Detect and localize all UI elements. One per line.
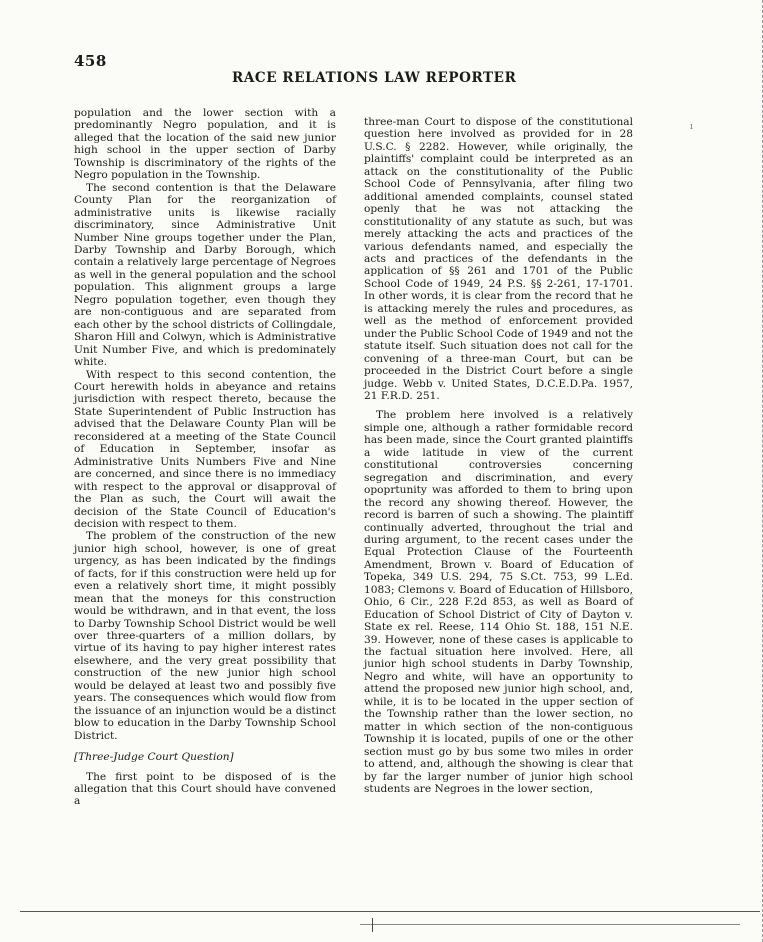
left-column: [74, 107, 336, 808]
left-paragraph-5: The first point to be disposed of is the allegation that this Court should have convened a: [74, 770, 336, 808]
running-head: RACE RELATIONS LAW REPORTER: [232, 70, 517, 86]
page-number: 458: [74, 52, 107, 70]
left-paragraph-2: The second contention is that the Delaware County Plan for the reorganization of administrative units is likewise racially discriminatory, since Administrative Unit Number Nine groups together under the Plan, Darby Township and Darby Borough, which contain a relatively large percentage of Negroes as well in the general population and the school population. This alignment groups a large Negro population together, even though they are non-contiguous and are separated from each other by the school districts of Collingdale, Sharon Hill and Colwyn, which is Administrative Unit Number Five, and which is predominately white.: [74, 181, 336, 369]
stray-scan-mark: ı: [690, 122, 693, 132]
right-column: [364, 116, 633, 795]
footer-rule: [20, 911, 760, 912]
left-paragraph-3: With respect to this second contention, the Court herewith holds in abeyance and retains jurisdiction with respect thereto, because the State Superintendent of Public Instruction has advised that the Delaware County Plan will be reconsidered at a meeting of the State Council of Education in September, insofar as Administrative Units Numbers Five and Nine are concerned, and since there is no immediacy with respect to the approval or disapproval of the Plan as such, the Court will await the decision of the State Council of Education's decision with respect to them.: [74, 368, 336, 530]
right-paragraph-1: three-man Court to dispose of the constitutional question here involved as provided for in 28 U.S.C. § 2282. However, while originally, the plaintiffs' complaint could be interpreted as an attack on the constitutionality of the Public School Code of Pennsylvania, after filing two additional amended complaints, counsel stated openly that he was not attacking the constitutionality of any statute as such, but was merely attacking the acts and practices of the various defendants named, and especially the acts and practices of the defendants in the application of §§ 261 and 1701 of the Public School Code of 1949, 24 P.S. §§ 2-261, 17-1701. In other words, it is clear from the record that he is attacking merely the rules and procedures, as well as the method of enforcement provided under the Public School Code of 1949 and not the statute itself. Such situation does not call for the convening of a three-man Court, but can be proceeded in the District Court before a single judge. Webb v. United States, D.C.E.D.Pa. 1957, 21 F.R.D. 251.: [364, 116, 633, 402]
left-paragraph-1: population and the lower section with a predominantly Negro population, and it is alleged that the location of the said new junior high school in the upper section of Darby Township is discriminatory of the rights of the Negro population in the Township.: [74, 107, 336, 182]
left-paragraph-4: The problem of the construction of the new junior high school, however, is one of great urgency, as has been indicated by the findings of facts, for if this construction were held up for even a relatively short time, it might possibly mean that the moneys for this construction would be withdrawn, and in that event, the loss to Darby Township School District would be well over three-quarters of a million dollars, by virtue of its having to pay higher interest rates elsewhere, and the very great possibility that construction of the new junior high school would be delayed at least two and possibly five years. The consequences which would flow from the issuance of an injunction would be a distinct blow to education in the Darby Township School District.: [74, 530, 336, 742]
footer-mark: [372, 918, 373, 932]
right-paragraph-2: The problem here involved is a relatively simple one, although a rather formidable record has been made, since the Court granted plaintiffs a wide latitude in view of the current constitutional controversies concerning segregation and discrimination, and every opoprtunity was afforded to them to bring upon the record any showing thereof. However, the record is barren of such a showing. The plaintiff continually adverted, throughout the trial and during argument, to the recent cases under the Equal Protection Clause of the Fourteenth Amendment, Brown v. Board of Education of Topeka, 349 U.S. 294, 75 S.Ct. 753, 99 L.Ed. 1083; Clemons v. Board of Education of Hillsboro, Ohio, 6 Cir., 228 F.2d 853, as well as Board of Education of School District of City of Dayton v. State ex rel. Reese, 114 Ohio St. 188, 151 N.E. 39. However, none of these cases is applicable to the factual situation here involved. Here, all junior high school students in Darby Township, Negro and white, will have an opportunity to attend the proposed new junior high school, and, while, it is to be located in the upper section of the Township rather than the lower section, no matter in which section of the non-contiguous Township it is located, pupils of one or the other section must go by bus some two miles in order to attend, and, although the showing is clear that by far the larger number of junior high school students are Negroes in the lower section,: [364, 409, 633, 796]
section-heading: [Three-Judge Court Question]: [74, 751, 234, 764]
footer-rule-secondary: [360, 924, 740, 925]
